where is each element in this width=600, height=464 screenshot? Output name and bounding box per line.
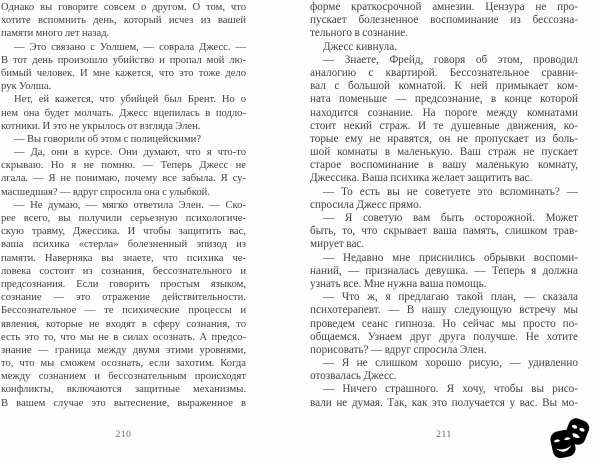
text-line: есть это то, что мы не в силах осознать. А предсо- xyxy=(1,331,246,343)
text-line: Бессознательное — те психические процессы и xyxy=(1,305,246,317)
text-line: В тот день произошло убийство и пропал мой лю- xyxy=(1,54,246,66)
text-line: психотерапевт. — В нашу следующую встречу мы xyxy=(310,304,578,317)
theater-masks-icon xyxy=(545,415,595,463)
text-line: ловека состоит из сознания, бессознательного и xyxy=(1,265,246,277)
text-line: между сознанием и бессознательным происходят xyxy=(1,371,246,383)
left-page xyxy=(1,1,246,410)
text-line: — Да, они в курсе. Они думают, что я что-то xyxy=(14,147,246,159)
text-line: — Ничего страшного. Я хочу, чтобы вы рисо- xyxy=(323,383,578,396)
left-page-number: 210 xyxy=(115,430,132,440)
text-line: знание — граница между двумя этими уровнями, xyxy=(1,344,246,356)
text-line: пускает болезненное воспоминание из бессозна- xyxy=(310,14,578,27)
text-line: котники. И это не укрылось от взгляда Элен. xyxy=(1,120,201,132)
text-line: скую травму, Джессика. И чтобы защитить вас, xyxy=(1,226,246,238)
text-line: вали не думая. Так, как это получается у вас. Вы мо- xyxy=(310,396,578,409)
text-line: торые ему не нравятся, он не пропускает из боль- xyxy=(310,132,578,145)
text-line: бимый человек. И мне кажется, что это тоже дело xyxy=(1,67,246,79)
text-line: — Я не слишком хорошо рисую, — удивленно xyxy=(323,357,578,370)
text-line: Джесс кивнула. xyxy=(323,40,398,53)
text-line: форме краткосрочной амнезии. Цензура не про- xyxy=(310,1,578,13)
text-line: — Знаете, Фрейд, говоря об этом, проводил xyxy=(323,53,578,66)
text-line: лгала. — Я не понимаю, почему все забыла. Я су- xyxy=(1,173,246,185)
text-line: стоит некий страж. И те душевные движения, ко- xyxy=(310,119,578,132)
text-line: В вашем случае это вытеснение, выраженное в xyxy=(1,397,246,409)
text-line: узнать все. Мне нужна ваша помощь. xyxy=(310,277,487,290)
text-line: тельного в сознание. xyxy=(310,27,408,40)
right-page-number: 211 xyxy=(436,430,452,440)
text-line: скрываю. Но я не помню. — Теперь Джесс не xyxy=(1,160,246,172)
text-line: Джессика. Ваша психика желает защитить вас. xyxy=(310,172,533,185)
text-line: находится сознание. На пороге между комнатами xyxy=(310,106,578,119)
text-line: памяти. Наверняка вы знаете, что психика че- xyxy=(1,252,246,264)
text-line: мирует вас. xyxy=(310,238,365,251)
text-line: — Что ж, я предлагаю такой план, — сказала xyxy=(323,291,578,304)
text-line: наний, — призналась девушка. — Теперь я должна xyxy=(310,264,578,277)
text-line: вал с большой комнатой. К ней примыкает ком- xyxy=(310,80,578,93)
text-line: — Недавно мне приснились обрывки воспоми- xyxy=(323,251,578,264)
text-line: — Я советую вам быть осторожной. Может xyxy=(323,212,578,224)
text-line: отозвалась Джесс. xyxy=(310,370,397,383)
text-line: явления, которые не входят в сферу сознания, то xyxy=(1,318,246,330)
text-line: общаемся. Узнаем друг друга получше. Не хотите xyxy=(310,330,578,343)
text-line: Однако вы говорите совсем о другом. О том, что xyxy=(1,2,246,13)
text-line: — Вы говорили об этом с полицейскими? xyxy=(14,133,202,145)
text-line: — То есть вы не советуете это вспоминать? — xyxy=(323,185,578,198)
text-line: ната поменьше — предсознание, в конце которой xyxy=(310,93,578,106)
text-line: Нет, ей кажется, что убийцей был Брент. Но о xyxy=(14,94,246,106)
text-line: рук Уолша. xyxy=(1,81,52,93)
text-line: памяти много лет назад. xyxy=(1,28,110,40)
text-line: — Не думаю, — мягко ответила Элен. — Ско- xyxy=(14,199,246,211)
text-line: быть, то, что скрывает ваша память, слишком трав- xyxy=(310,225,578,238)
text-line: то, что мы сможем осознать, если захотим. Когда xyxy=(1,358,246,370)
text-line: — Это связано с Уолшем, — соврала Джесс. — xyxy=(14,41,246,53)
text-line: хотите вспомнить день, который исчез из вашей xyxy=(1,15,246,27)
text-line: предсознания. Если говорить простым языком, xyxy=(1,278,246,290)
text-line: рее всего, вы получили серьезную психологиче- xyxy=(1,213,246,224)
text-line: нем она будет молчать. Джесс вцепилась в подло- xyxy=(1,107,246,119)
text-line: масшедшая? — вдруг спросила она с улыбкой. xyxy=(1,186,210,198)
text-line: проведем сеанс гипноза. Но сейчас мы просто по- xyxy=(310,317,578,330)
text-line: ваша психика «стерла» болезненный эпизод из xyxy=(1,239,246,251)
text-line: сознание — это отражение действительности. xyxy=(1,292,246,304)
text-line: спросила Джесс прямо. xyxy=(310,198,422,211)
right-page xyxy=(310,1,578,410)
text-line: шой комнаты в маленькую. Ваш страж не пускает xyxy=(310,146,578,159)
text-line: порисовать? — вдруг спросила Элен. xyxy=(310,343,487,356)
text-line: конфликты, включаются защитные механизмы. xyxy=(1,384,246,396)
text-line: аналогию с квартирой. Бессознательное сравни- xyxy=(310,66,578,79)
text-line: старое воспоминание в вашу маленькую комнату, xyxy=(310,159,578,172)
